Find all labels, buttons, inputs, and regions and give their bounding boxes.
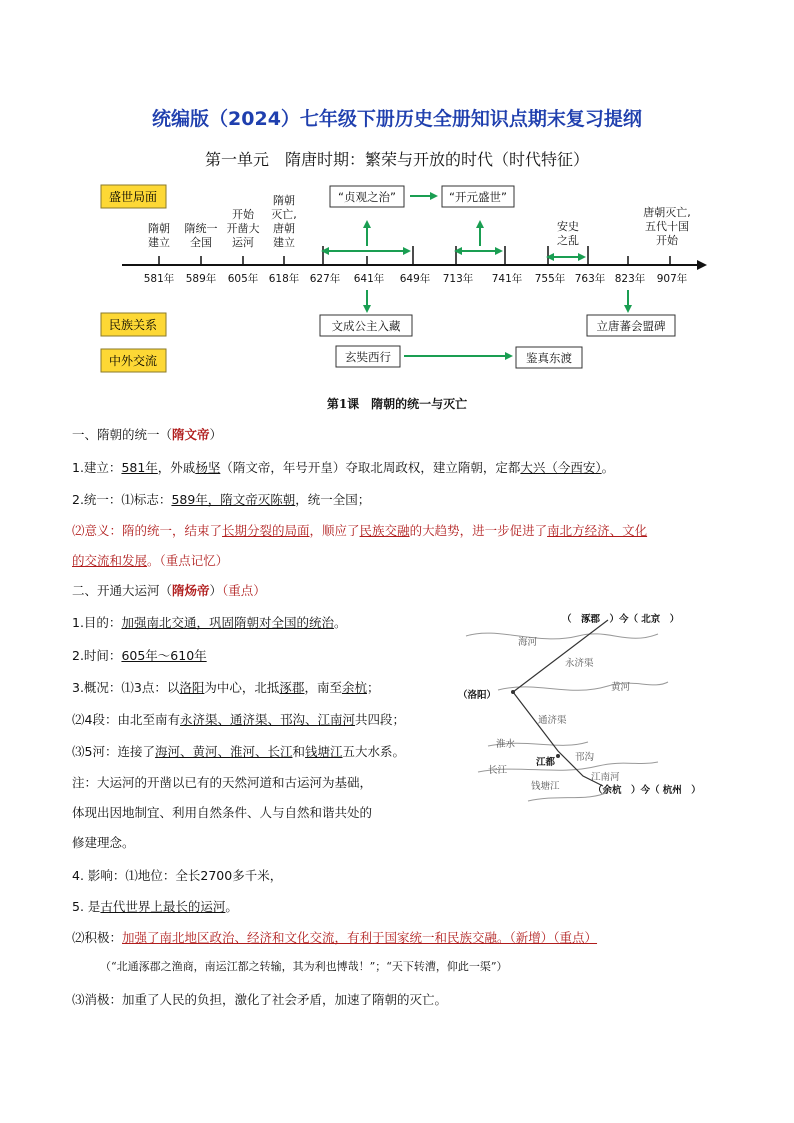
year-label: 741年 <box>491 273 523 285</box>
canal-impact-positive: ⑵积极：加强了南北地区政治、经济和文化交流，有利于国家统一和民族交融。（新增）（重点） <box>72 930 598 945</box>
event-907-line2: 五代十国 <box>645 220 689 233</box>
point-unification-significance-cont: 的交流和发展。（重点记忆） <box>72 553 229 568</box>
canal-overview-sections: ⑵4段：由北至南有永济渠、通济渠、邗沟、江南河共四段； <box>72 712 405 727</box>
map-label-haihe: 海河 <box>518 637 538 648</box>
svg-text:盛世局面: 盛世局面 <box>108 190 158 204</box>
section-heading-sui-unification: 一、隋朝的统一（隋文帝） <box>72 427 223 442</box>
canal-route-north <box>513 620 608 692</box>
box-zhenguan: “贞观之治” <box>338 190 396 204</box>
year-label: 907年 <box>656 273 688 285</box>
map-label-qiantang: 钱塘江 <box>531 781 560 792</box>
map-label-jiangdu: 江都 <box>536 757 556 768</box>
box-xuanzang: 玄奘西行 <box>345 350 391 364</box>
year-label: 649年 <box>399 273 431 285</box>
event-618-line4: 建立 <box>273 236 295 249</box>
haihe-river <box>466 633 658 639</box>
map-label-luoyang: （洛阳） <box>458 690 497 701</box>
year-label: 713年 <box>442 273 474 285</box>
year-label: 823年 <box>614 273 646 285</box>
canal-impact-negative: ⑶消极：加重了人民的负担，激化了社会矛盾，加速了隋朝的灭亡。 <box>72 992 448 1007</box>
section-heading-grand-canal: 二、开通大运河（隋炀帝）（重点） <box>72 583 266 598</box>
event-605-line2: 开凿大 <box>226 222 260 235</box>
event-755-line2: 之乱 <box>557 234 579 247</box>
map-label-tongji: 通济渠 <box>538 715 567 726</box>
year-label: 589年 <box>185 273 217 285</box>
row-label-ethnic <box>101 313 166 336</box>
point-founding: 1.建立：581年，外戚杨坚（隋文帝，年号开皇）夺取北周政权，建立隋朝，定都大兴（今西安）。 <box>72 460 615 475</box>
emperor-name: 隋文帝 <box>172 427 210 442</box>
canal-impact-status: 4. 影响：⑴地位：全长2700多千米， <box>72 868 283 883</box>
key-point-tag: （重点） <box>222 583 266 598</box>
event-907-line3: 开始 <box>656 234 678 247</box>
map-label-zhuojun: （ 涿郡 ）今（ 北京 ） <box>562 614 680 625</box>
canal-note-line2: 体现出因地制宜、利用自然条件、人与自然和谐共处的 <box>72 805 373 820</box>
year-label: 763年 <box>574 273 606 285</box>
svg-text:民族关系: 民族关系 <box>108 318 158 332</box>
event-581-line2: 建立 <box>148 236 170 249</box>
canal-impact-longest: 5. 是古代世界上最长的运河。 <box>72 899 238 914</box>
map-label-jiangnan: 江南河 <box>591 772 620 783</box>
year-label: 581年 <box>143 273 175 285</box>
event-618-line1: 隋朝 <box>273 194 295 207</box>
canal-note-line3: 修建理念。 <box>72 835 135 850</box>
huanghe-river <box>498 682 668 690</box>
unit-subtitle: 第一单元 隋唐时期：繁荣与开放的时代（时代特征） <box>204 150 589 169</box>
year-label: 618年 <box>268 273 300 285</box>
document-title: 统编版（2024）七年级下册历史全册知识点期末复习提纲 <box>152 108 642 130</box>
svg-text:中外交流: 中外交流 <box>108 354 158 368</box>
timeline-diagram <box>0 0 794 390</box>
event-605-line3: 运河 <box>232 236 254 249</box>
event-907-line1: 唐朝灭亡, <box>643 206 691 219</box>
lesson-title: 第1课 隋朝的统一与灭亡 <box>326 397 468 411</box>
row-label-foreign <box>101 349 166 372</box>
event-589-line1: 隋统一 <box>184 222 218 235</box>
year-label: 755年 <box>534 273 566 285</box>
point-unification-significance: ⑵意义：隋的统一，结束了长期分裂的局面，顺应了民族交融的大趋势，进一步促进了南北方经济、文化 <box>72 523 648 538</box>
event-581-line1: 隋朝 <box>148 222 170 235</box>
historical-quote: （“北通涿郡之渔商，南运江都之转输，其为利也博哉！”；“天下转漕，仰此一渠”） <box>100 960 508 973</box>
map-label-yongji: 永济渠 <box>565 658 594 669</box>
event-589-line2: 全国 <box>190 236 212 249</box>
event-618-line2: 灭亡, <box>271 208 297 221</box>
point-unification-sign: 2.统一：⑴标志：589年，隋文帝灭陈朝，统一全国； <box>72 492 371 507</box>
event-755-line1: 安史 <box>557 220 579 233</box>
map-label-hangou: 邗沟 <box>575 752 595 763</box>
year-label: 605年 <box>227 273 259 285</box>
year-label: 641年 <box>353 273 385 285</box>
canal-overview-rivers: ⑶5河：连接了海河、黄河、淮河、长江和钱塘江五大水系。 <box>72 744 406 759</box>
canal-purpose: 1.目的：加强南北交通，巩固隋朝对全国的统治。 <box>72 615 347 630</box>
row-label-prosperity <box>101 185 166 208</box>
canal-note-line1: 注：大运河的开凿以已有的天然河道和古运河为基础， <box>72 775 373 790</box>
map-label-yuhang: （余杭 ）今（ 杭州 ） <box>593 785 701 796</box>
year-label: 627年 <box>309 273 341 285</box>
event-618-line3: 唐朝 <box>273 222 295 235</box>
canal-route-south <box>513 692 603 786</box>
map-label-changjiang: 长江 <box>488 765 508 776</box>
map-label-huaishui: 淮水 <box>496 739 516 750</box>
map-label-huanghe: 黄河 <box>611 682 631 693</box>
box-jianzhen: 鉴真东渡 <box>526 351 572 365</box>
canal-time: 2.时间：605年～610年 <box>72 648 207 663</box>
box-kaiyuan: “开元盛世” <box>449 190 507 204</box>
emperor-name: 隋炀帝 <box>172 583 210 598</box>
jiangdu-dot <box>556 754 560 758</box>
luoyang-dot <box>511 690 515 694</box>
grand-canal-map <box>458 606 718 806</box>
box-wencheng: 文成公主入藏 <box>331 319 401 333</box>
event-605-line1: 开始 <box>232 208 254 221</box>
canal-overview-points: 3.概况：⑴3点：以洛阳为中心，北抵涿郡，南至余杭； <box>72 680 380 695</box>
box-tangfan: 立唐蕃会盟碑 <box>596 319 666 333</box>
